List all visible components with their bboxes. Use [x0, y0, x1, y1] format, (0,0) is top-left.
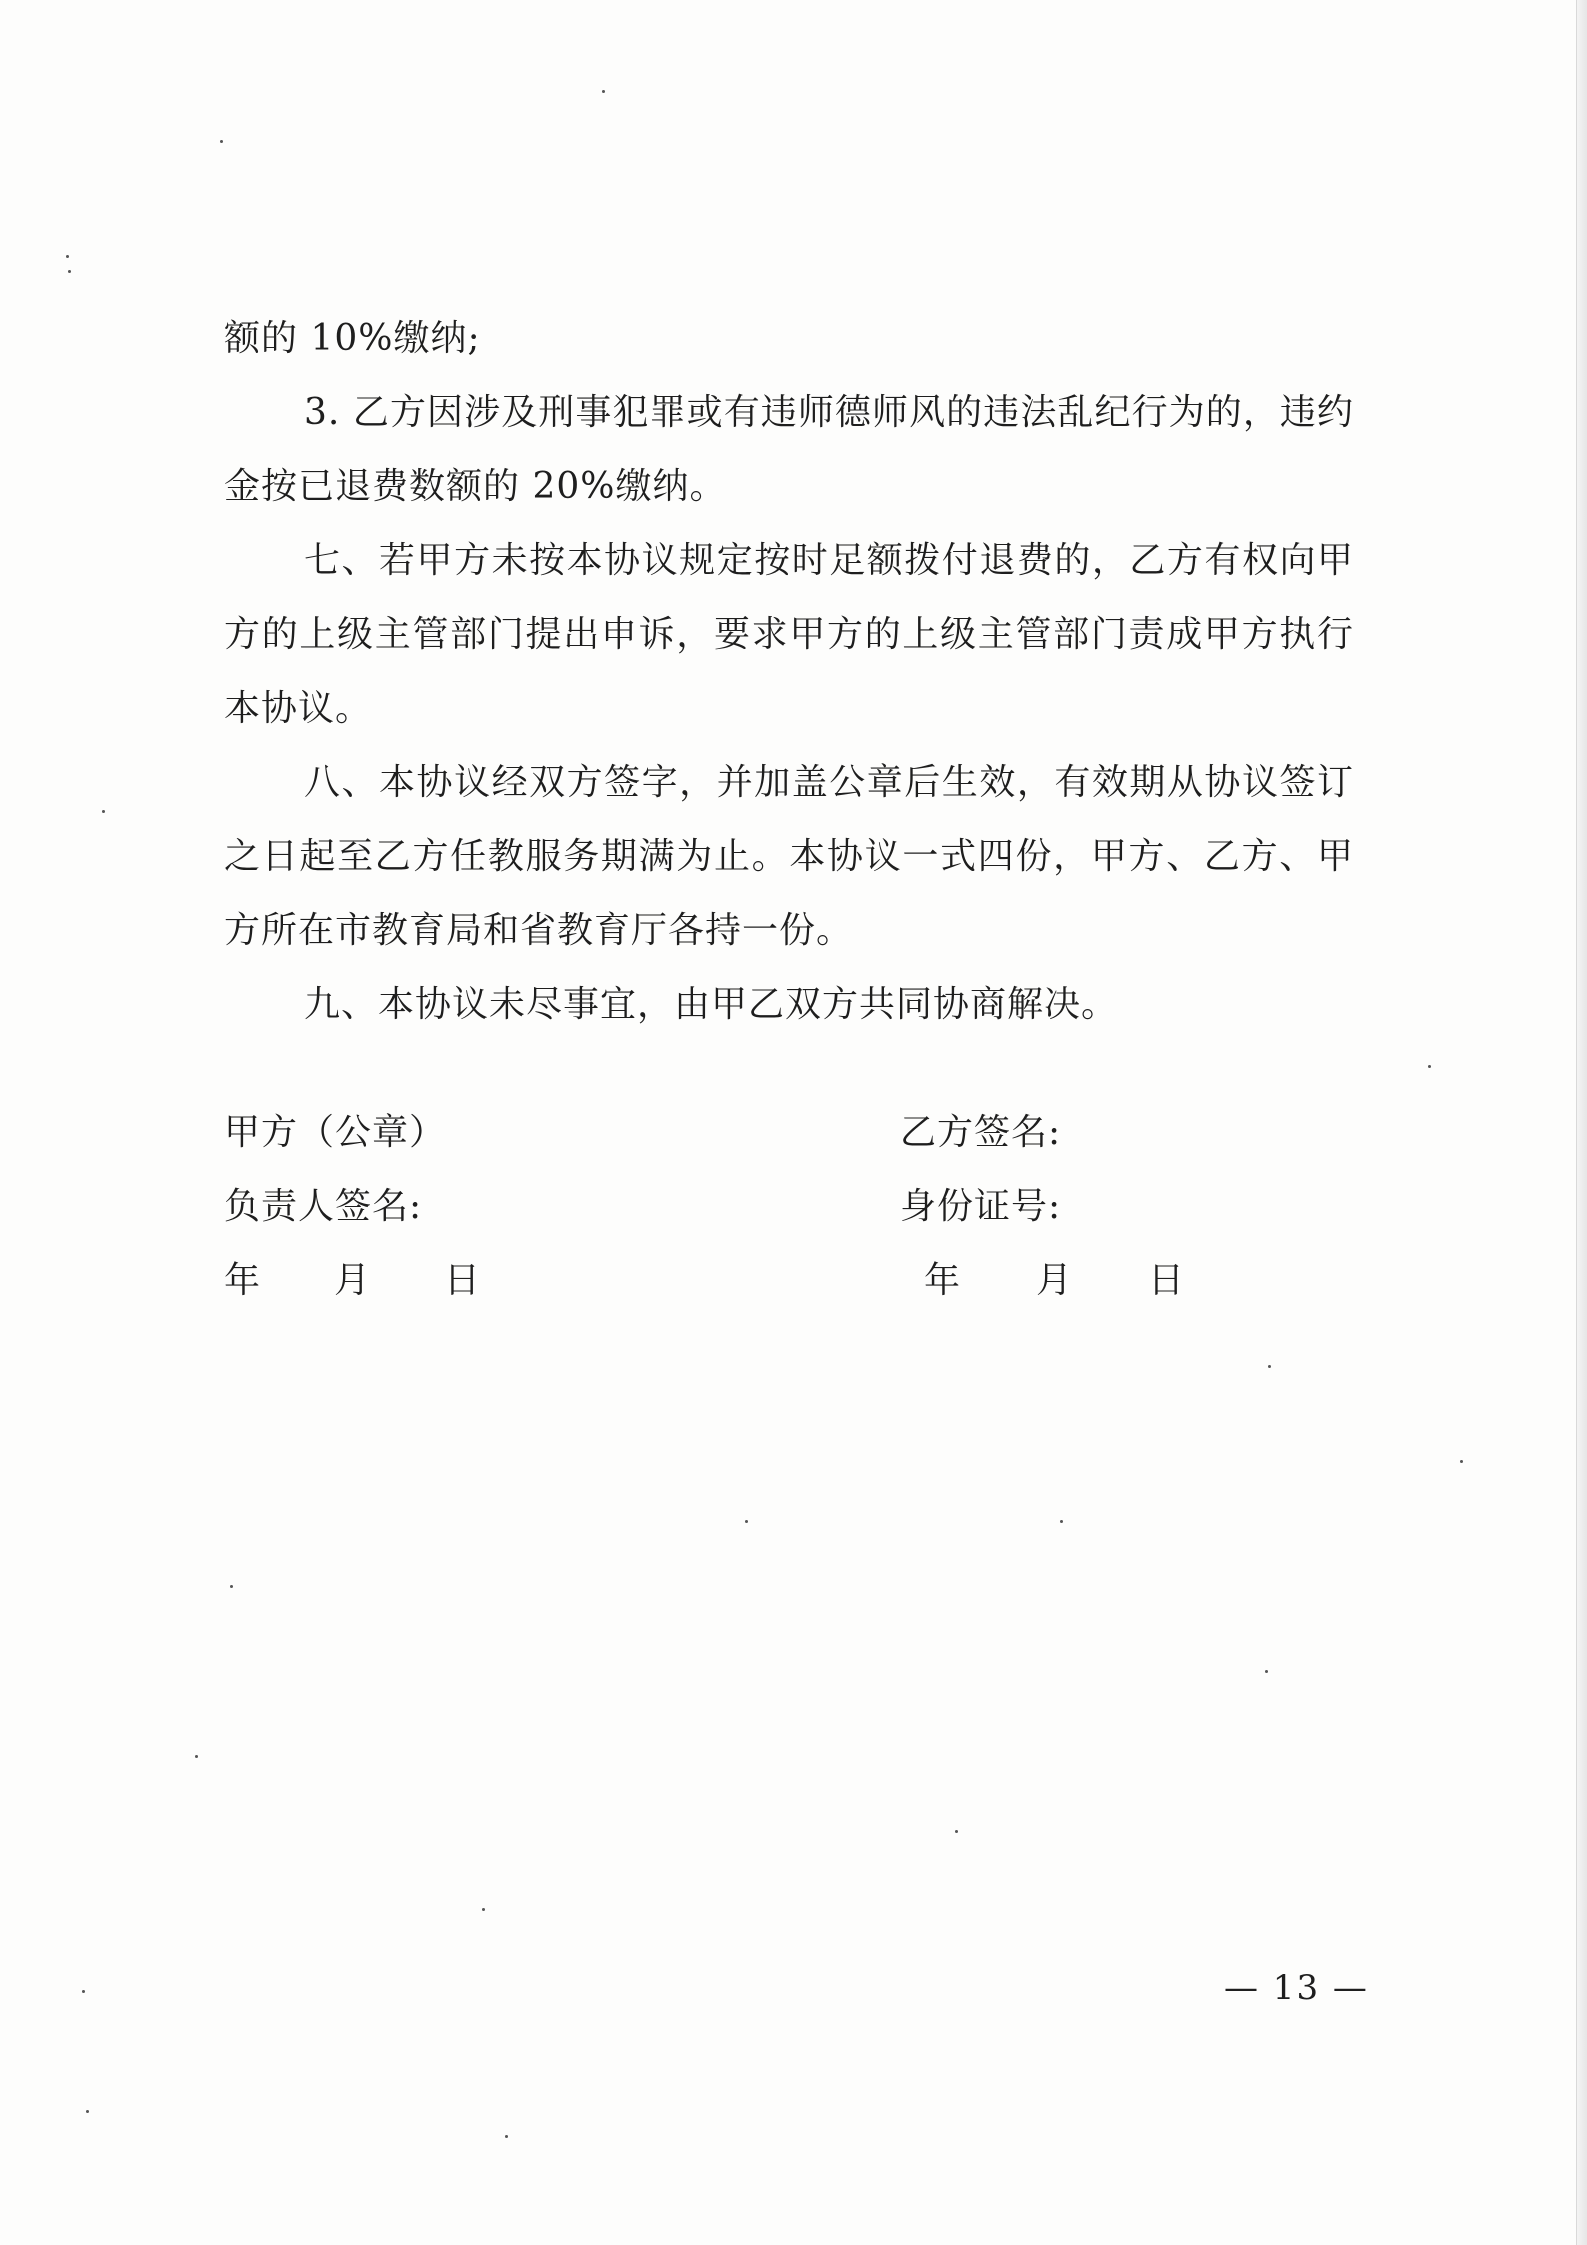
paragraph-article-8: 八、本协议经双方签字，并加盖公章后生效，有效期从协议签订之日起至乙方任教服务期满为止。本协议一式四份，甲方、乙方、甲方所在市教育局和省教育厅各持一份。	[224, 762, 1354, 951]
scan-speck	[68, 270, 71, 273]
paragraph-article-7: 七、若甲方未按本协议规定按时足额拨付退费的，乙方有权向甲方的上级主管部门提出申诉，要求甲方的上级主管部门责成甲方执行本协议。	[224, 540, 1354, 729]
party-b-id-number-label: 身份证号:	[900, 1186, 1062, 1227]
scan-speck	[482, 1908, 485, 1911]
scan-speck	[230, 1585, 233, 1588]
party-b-date-year: 年	[924, 1260, 962, 1301]
page-number: — 13 —	[1224, 1968, 1369, 2008]
scan-speck	[102, 810, 105, 813]
paragraph-continuation: 额的 10%缴纳;	[224, 318, 481, 359]
scan-speck	[86, 2110, 89, 2113]
paragraph-clause-3: 3. 乙方因涉及刑事犯罪或有违师德师风的违法乱纪行为的，违约金按已退费数额的 20%缴纳。	[224, 392, 1354, 507]
paragraph-article-9: 九、本协议未尽事宜，由甲乙双方共同协商解决。	[304, 984, 1119, 1025]
page-edge-shadow	[1576, 0, 1587, 2245]
scan-speck	[505, 2135, 508, 2138]
party-a-date-month: 月	[334, 1260, 372, 1301]
party-a-responsible-label: 负责人签名:	[224, 1186, 423, 1227]
scan-speck	[602, 90, 605, 93]
party-b-signature-block	[900, 1096, 1185, 1318]
scan-speck	[1428, 1065, 1431, 1068]
scan-speck	[195, 1755, 198, 1758]
scan-speck	[745, 1520, 748, 1523]
scan-speck	[955, 1830, 958, 1833]
party-a-seal-label: 甲方（公章）	[224, 1112, 447, 1153]
scan-speck	[1460, 1460, 1463, 1463]
scan-speck	[1265, 1670, 1268, 1673]
scan-speck	[220, 140, 223, 143]
scan-speck	[1268, 1365, 1271, 1368]
scan-speck	[1060, 1520, 1063, 1523]
party-a-signature-block	[224, 1096, 481, 1318]
agreement-body	[224, 302, 1354, 1042]
party-b-date	[900, 1244, 1185, 1318]
party-a-date-day: 日	[444, 1260, 482, 1301]
party-b-date-month: 月	[1036, 1260, 1074, 1301]
scan-speck	[66, 255, 69, 258]
party-b-date-day: 日	[1148, 1260, 1186, 1301]
party-a-date-year: 年	[224, 1260, 262, 1301]
party-b-signature-label: 乙方签名:	[900, 1112, 1062, 1153]
party-a-date	[224, 1244, 481, 1318]
scan-speck	[82, 1990, 85, 1993]
